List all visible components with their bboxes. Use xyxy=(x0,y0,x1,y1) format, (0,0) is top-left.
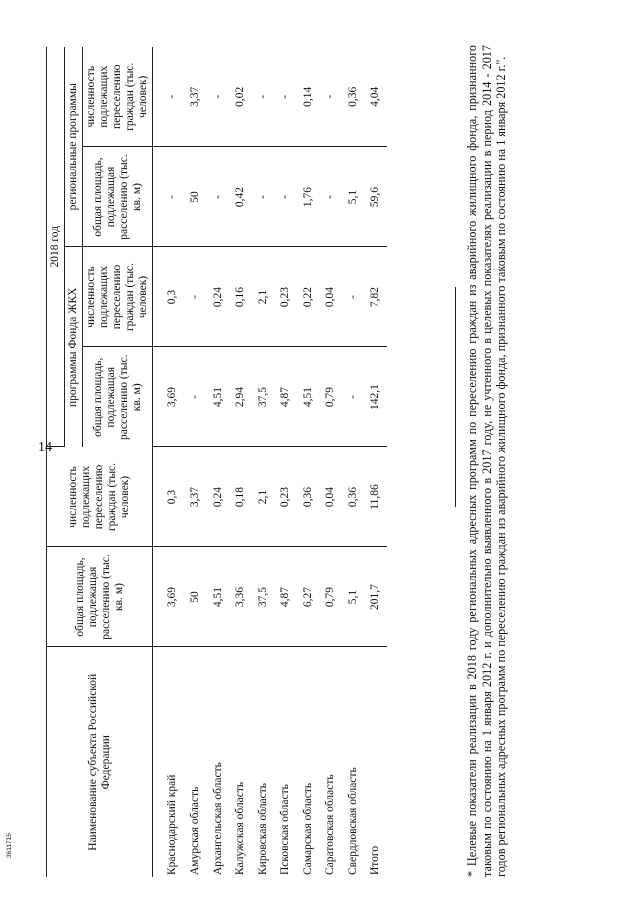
fund-people-cell: 0,23 xyxy=(274,247,297,347)
regional-area-cell: - xyxy=(207,147,230,247)
total-people-cell: 0,23 xyxy=(274,447,297,547)
table-row xyxy=(153,47,185,877)
fund-area-cell: 4,51 xyxy=(207,347,230,447)
footnote: * Целевые показатели реализации в 2018 году региональных адресных программ по переселению граждан из аварийного жилищного фонда, признанного таковым по состоянию на 1 января 2012 г. и дополнительно выявленного в 2017 году, не учтенного в целевых показателях реализации в период 2014 - 2017 годов региональных адресных программ по переселению граждан из аварийного жилищного фонда, признанного таковым по состоянию на 1 января 2012 г.". xyxy=(465,45,509,877)
region-name-cell: Свердловская область xyxy=(346,767,359,875)
regional-area-cell: 50 xyxy=(184,147,207,247)
total-people-cell: 2,1 xyxy=(252,447,275,547)
region-name-cell: Амурская область xyxy=(189,786,202,875)
table-row xyxy=(297,47,320,877)
fund-area-cell: 4,51 xyxy=(297,347,320,447)
fund-area-cell: 0,79 xyxy=(319,347,342,447)
fund-area-cell: 3,69 xyxy=(153,347,185,447)
header-year: 2018 год xyxy=(47,47,65,447)
footnote-divider xyxy=(455,287,456,507)
regional-people-cell: - xyxy=(153,47,185,147)
page-number: 14 xyxy=(38,440,52,455)
regional-area-cell: 5,1 xyxy=(342,147,365,247)
fund-area-cell: 142,1 xyxy=(364,347,387,447)
regional-people-cell: - xyxy=(319,47,342,147)
fund-people-cell: 0,04 xyxy=(319,247,342,347)
fund-people-cell: - xyxy=(184,247,207,347)
total-area-cell: 4,51 xyxy=(207,547,230,647)
total-area-cell: 3,69 xyxy=(153,547,185,647)
regional-people-cell: 0,14 xyxy=(297,47,320,147)
fund-people-cell: 0,3 xyxy=(153,247,185,347)
header-total-area: общая площадь, подлежащая расселению (тыс. кв. м) xyxy=(47,547,153,647)
regional-people-cell: 4,04 xyxy=(364,47,387,147)
table-row xyxy=(364,47,387,877)
resettlement-table xyxy=(46,47,387,877)
regional-people-cell: 3,37 xyxy=(184,47,207,147)
total-people-cell: 0,36 xyxy=(297,447,320,547)
region-name-cell: Саратовская область xyxy=(324,774,337,875)
fund-people-cell: 0,24 xyxy=(207,247,230,347)
header-fund-programs: программы Фонда ЖКХ xyxy=(65,247,83,447)
table-row xyxy=(229,47,252,877)
header-regional-area: общая площадь, подлежащая расселению (тыс. кв. м) xyxy=(83,147,153,247)
total-people-cell: 11,86 xyxy=(364,447,387,547)
regional-people-cell: 0,02 xyxy=(229,47,252,147)
region-name-cell: Архангельская область xyxy=(211,762,224,875)
total-area-cell: 3,36 xyxy=(229,547,252,647)
regional-people-cell: - xyxy=(207,47,230,147)
regional-people-cell: 0,36 xyxy=(342,47,365,147)
total-area-cell: 0,79 xyxy=(319,547,342,647)
regional-area-cell: 1,76 xyxy=(297,147,320,247)
regional-area-cell: - xyxy=(153,147,185,247)
total-area-cell: 50 xyxy=(184,547,207,647)
total-people-cell: 0,3 xyxy=(153,447,185,547)
total-people-cell: 0,18 xyxy=(229,447,252,547)
regional-people-cell: - xyxy=(252,47,275,147)
table-row xyxy=(274,47,297,877)
header-fund-area: общая площадь, подлежащая расселению (тыс. кв. м) xyxy=(83,347,153,447)
region-name-cell: Самарская область xyxy=(301,782,314,875)
region-name-cell: Калужская область xyxy=(234,781,247,875)
region-name-cell: Псковская область xyxy=(279,784,292,875)
fund-people-cell: 0,16 xyxy=(229,247,252,347)
fund-area-cell: 4,87 xyxy=(274,347,297,447)
total-people-cell: 0,04 xyxy=(319,447,342,547)
total-area-cell: 4,87 xyxy=(274,547,297,647)
total-area-cell: 201,7 xyxy=(364,547,387,647)
total-area-cell: 6,27 xyxy=(297,547,320,647)
fund-area-cell: 37,5 xyxy=(252,347,275,447)
total-area-cell: 37,5 xyxy=(252,547,275,647)
table-row xyxy=(207,47,230,877)
fund-people-cell: 7,82 xyxy=(364,247,387,347)
table-row xyxy=(184,47,207,877)
document-stamp-number: 3611715 xyxy=(6,833,13,858)
total-people-cell: 0,36 xyxy=(342,447,365,547)
regional-area-cell: 0,42 xyxy=(229,147,252,247)
regional-area-cell: - xyxy=(274,147,297,247)
header-regional-people: численность подлежащих переселению граждан (тыс. человек) xyxy=(83,47,153,147)
region-name-cell: Краснодарский край xyxy=(165,774,178,875)
header-regional-programs: региональные программы xyxy=(65,47,83,247)
regional-area-cell: - xyxy=(319,147,342,247)
regional-people-cell: - xyxy=(274,47,297,147)
regional-area-cell: - xyxy=(252,147,275,247)
fund-area-cell: - xyxy=(342,347,365,447)
fund-area-cell: 2,94 xyxy=(229,347,252,447)
region-name-cell: Кировская область xyxy=(256,782,269,875)
table-row xyxy=(342,47,365,877)
fund-area-cell: - xyxy=(184,347,207,447)
table-row xyxy=(252,47,275,877)
total-area-cell: 5,1 xyxy=(342,547,365,647)
header-total-people: численность подлежащих переселению граждан (тыс. человек) xyxy=(47,447,153,547)
fund-people-cell: 2,1 xyxy=(252,247,275,347)
table-row xyxy=(319,47,342,877)
header-fund-people: численность подлежащих переселению граждан (тыс. человек) xyxy=(83,247,153,347)
total-people-cell: 3,37 xyxy=(184,447,207,547)
rotated-page-content xyxy=(40,32,585,887)
regional-area-cell: 59,6 xyxy=(364,147,387,247)
fund-people-cell: 0,22 xyxy=(297,247,320,347)
header-subject: Наименование субъекта Российской Федерации xyxy=(47,647,153,877)
total-people-cell: 0,24 xyxy=(207,447,230,547)
fund-people-cell: - xyxy=(342,247,365,347)
region-name-cell: Итого xyxy=(369,845,382,875)
